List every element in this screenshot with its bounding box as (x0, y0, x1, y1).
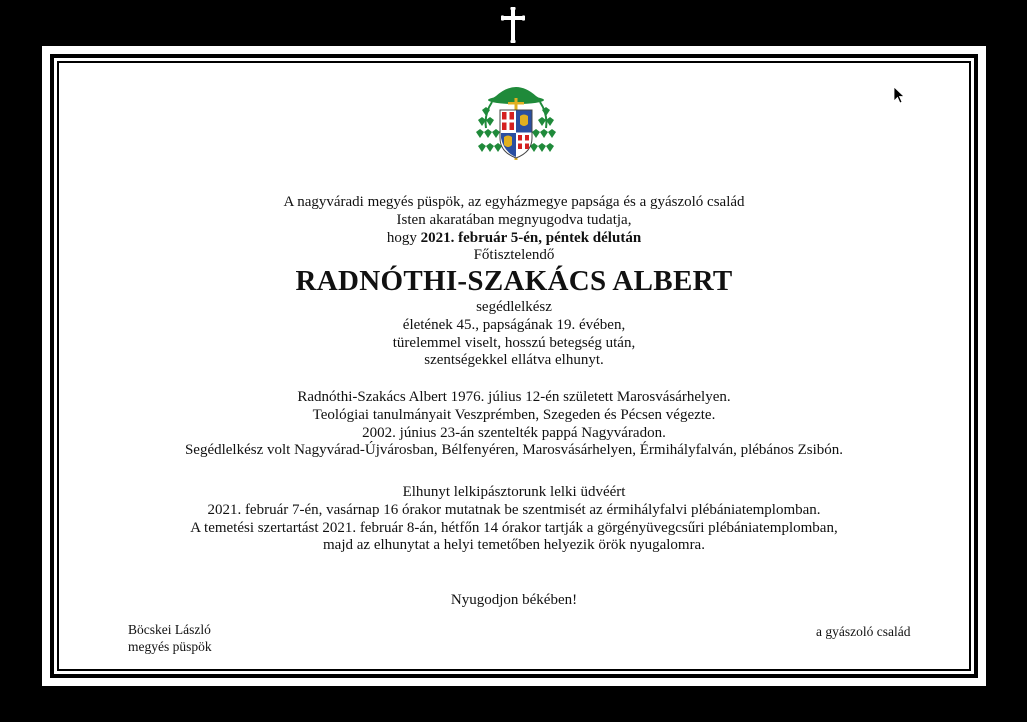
deceased-title: segédlelkész (476, 299, 552, 315)
bishop-role: megyés püspök (128, 639, 212, 654)
funeral-line: A temetési szertartást 2021. február 8-án, hétfőn 14 órakor tartják a görgényüvegcsűri plébániatemplomban, (190, 519, 838, 536)
notice-line: szentségekkel ellátva elhunyt. (424, 352, 604, 369)
funeral-info (42, 484, 986, 555)
notice-line: türelemmel viselt, hosszú betegség után, (392, 334, 636, 351)
intro-line-3 (42, 230, 986, 248)
cross-icon (501, 7, 525, 43)
funeral-line: majd az elhunytat a helyi temetőben helyezik örök nyugalomra. (323, 537, 705, 554)
intro-line-3-prefix: hogy (386, 229, 421, 246)
episcopal-coat-of-arms-icon (476, 80, 556, 168)
announcement-intro (42, 194, 986, 265)
biography (42, 389, 986, 460)
mouse-pointer-icon (893, 86, 905, 104)
funeral-line: 2021. február 7-én, vasárnap 16 órakor mutatnak be szentmisét az érmihályfalvi plébániatemplomban. (207, 501, 821, 518)
biography-line: Teológiai tanulmányait Veszprémben, Szegeden és Pécsen végezte. (312, 406, 716, 423)
bishop-signature (128, 621, 212, 655)
biography-line: Segédlelkész volt Nagyvárad-Újvárosban, Bélfenyéren, Marosvásárhelyen, Érmihályfalván, plébános Zsibón. (184, 442, 844, 459)
biography-line: 2002. június 23-án szentelték pappá Nagyváradon. (362, 424, 666, 441)
intro-line-1: A nagyváradi megyés püspök, az egyházmegye papsága és a gyászoló család (283, 194, 745, 210)
closing-blessing: Nyugodjon békében! (450, 592, 578, 608)
bishop-name: Böcskei László (128, 622, 211, 637)
obituary-card (42, 46, 986, 686)
intro-line-2: Isten akaratában megnyugodva tudatja, (396, 211, 632, 228)
honorific: Főtisztelendő (473, 247, 555, 264)
death-notice (42, 299, 986, 370)
death-date: 2021. február 5-én, péntek délután (420, 229, 642, 246)
deceased-name: RADNÓTHI-SZAKÁCS ALBERT (295, 265, 733, 297)
family-signature: a gyászoló család (816, 624, 911, 639)
funeral-line: Elhunyt lelkipásztorunk lelki üdvéért (402, 484, 626, 500)
notice-line: életének 45., papságának 19. évében, (402, 316, 626, 333)
biography-line: Radnóthi-Szakács Albert 1976. július 12-én született Marosvásárhelyen. (297, 389, 731, 405)
